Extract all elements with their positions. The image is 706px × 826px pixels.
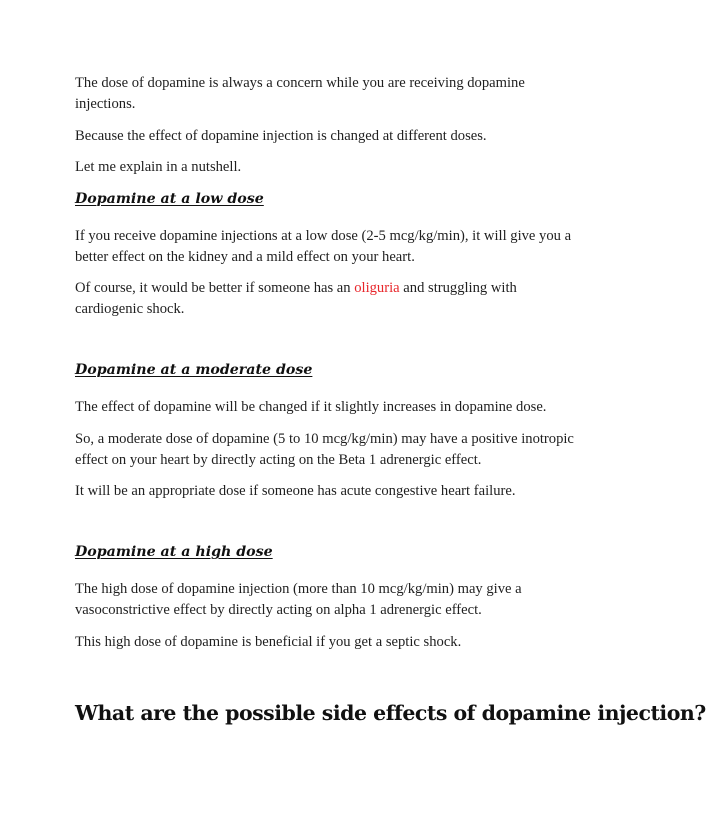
- intro-paragraph-2: Because the effect of dopamine injection is changed at different doses.: [75, 127, 487, 144]
- low-dose-paragraph-1: If you receive dopamine injections at a low dose (2-5 mcg/kg/min), it will give you a better effect on the kidney and a mild effect on your heart.: [75, 227, 572, 265]
- moderate-dose-paragraph-1: The effect of dopamine will be changed if it slightly increases in dopamine dose.: [75, 399, 547, 415]
- side-effects-heading: What are the possible side effects of dopamine injection?: [75, 700, 706, 725]
- high-dose-heading: Dopamine at a high dose: [75, 544, 273, 560]
- moderate-dose-paragraph-3: It will be an appropriate dose if someone has acute congestive heart failure.: [75, 483, 516, 499]
- intro-paragraph-3: Let me explain in a nutshell.: [75, 159, 242, 175]
- oliguria-link[interactable]: oliguria: [354, 280, 400, 296]
- document-page: [75, 73, 706, 727]
- low-dose-heading: Dopamine at a low dose: [75, 190, 264, 207]
- high-dose-paragraph-2: This high dose of dopamine is beneficial if you get a septic shock.: [75, 633, 462, 650]
- high-dose-paragraph-1: The high dose of dopamine injection (more than 10 mcg/kg/min) may give a vasoconstrictive effect by directly acting on alpha 1 adrenergic effect.: [75, 581, 522, 618]
- low-dose-paragraph-2-start: Of course, it would be better if someone has an: [75, 280, 355, 296]
- moderate-dose-heading: Dopamine at a moderate dose: [75, 362, 313, 378]
- moderate-dose-paragraph-2: So, a moderate dose of dopamine (5 to 10 mcg/kg/min) may have a positive inotropic effect on your heart by directly acting on the Beta 1 adrenergic effect.: [75, 430, 574, 468]
- low-dose-paragraph-2-end: and struggling with cardiogenic shock.: [75, 280, 517, 317]
- low-dose-paragraph-2: [75, 278, 575, 320]
- intro-paragraph-1: The dose of dopamine is always a concern while you are receiving dopamine injections.: [75, 75, 525, 112]
